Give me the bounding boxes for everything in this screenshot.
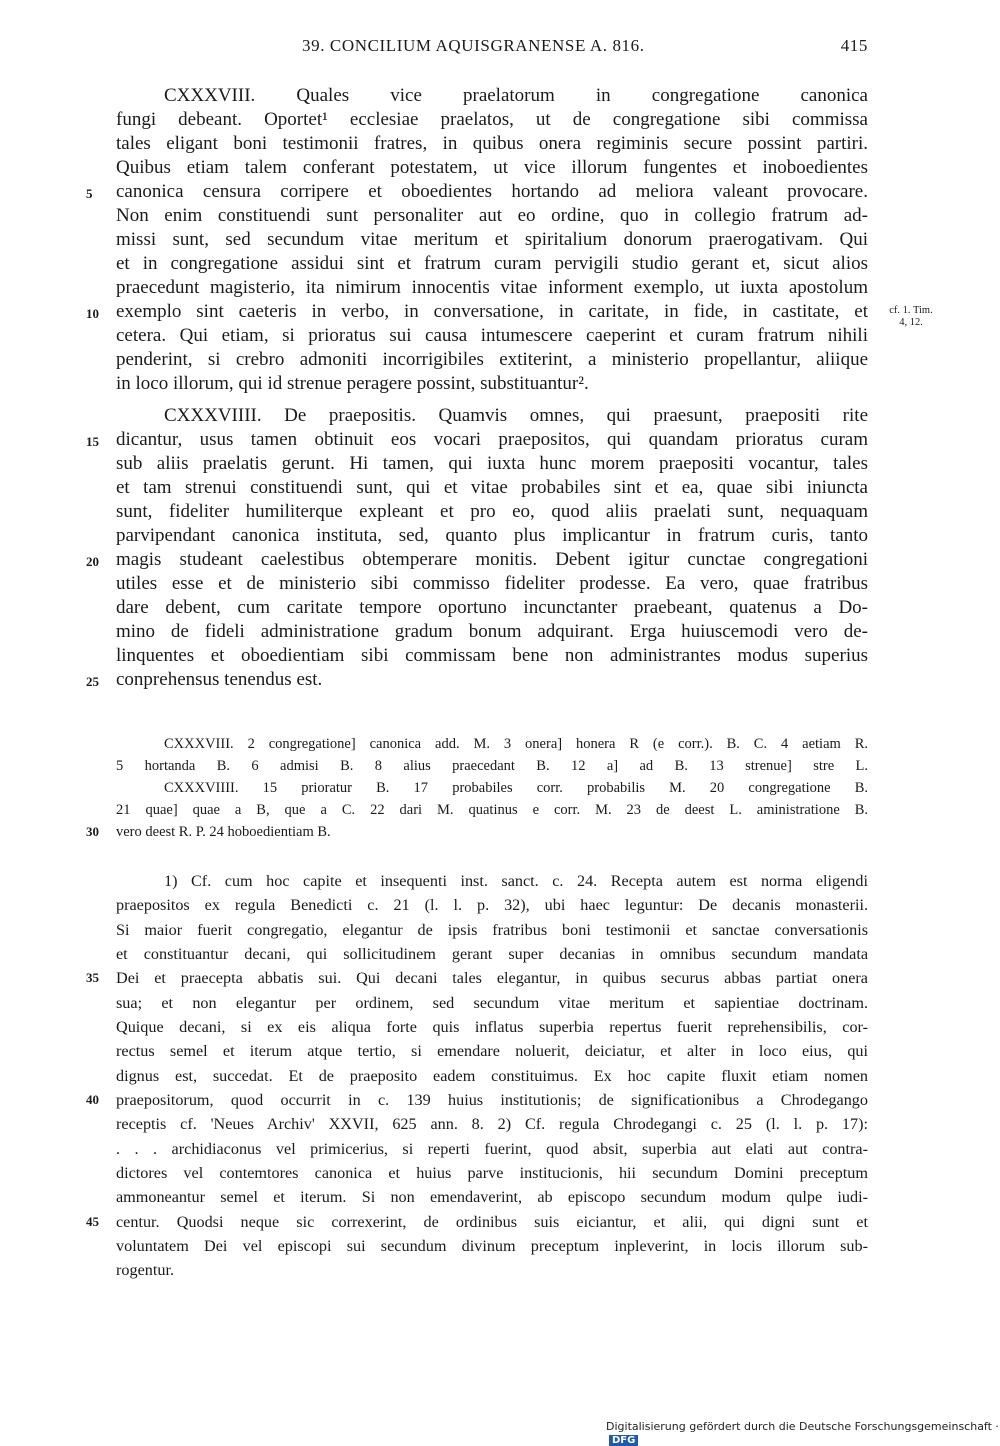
line-number: 40	[86, 1092, 99, 1107]
line-number: 15	[86, 434, 99, 449]
note-line: Dei et praecepta abbatis sui. Qui decani tales elegantur, in quibus securus abbas partiat onera	[116, 969, 868, 987]
body-line: cetera. Qui etiam, si prioratus sui causa intumescere caeperint et curam fratrum nihili	[116, 325, 868, 346]
line-number: 5	[86, 186, 93, 201]
note-line: rectus semel et iterum atque tertio, si emendare noluerit, deiciatur, et alter in loco eius, qui	[116, 1042, 868, 1060]
note-line: praepositorum, quod occurrit in c. 139 huius institutionis; de significationibus a Chrodegango	[116, 1091, 868, 1109]
body-line: penderint, si crebro admoniti incorrigibiles extiterint, a ministerio propellantur, aliique	[116, 349, 868, 370]
apparatus-line: CXXXVIIII. 15 prioratur B. 17 probabiles corr. probabilis M. 20 congregatione B.	[164, 780, 868, 796]
note-line: sua; et non elegantur per ordinem, sed secundum vitae meritum et sapientiae doctrinam.	[116, 994, 868, 1012]
marginal-reference-line: cf. 1. Tim.	[889, 305, 933, 316]
running-header	[116, 36, 868, 66]
note-line: receptis cf. 'Neues Archiv' XXVII, 625 ann. 8. 2) Cf. regula Chrodegangi c. 25 (l. l. p. 17):	[116, 1115, 868, 1133]
body-line: in loco illorum, qui id strenue peragere possint, substituantur².	[116, 373, 589, 394]
note-line: dignus est, succedat. Et de praeposito eadem constituimus. Ex hoc capite fluxit etiam nomen	[116, 1067, 868, 1085]
body-line: et tam strenui constituendi sunt, qui et vitae probabiles sint et ea, quae sibi iniuncta	[116, 477, 868, 498]
body-line: tales eligant boni testimonii fratres, in quibus onera regiminis secure possint partiri.	[116, 133, 868, 154]
body-line: Quibus etiam talem conferant potestatem, ut vice illorum fungentes et inoboedientes	[116, 157, 868, 178]
running-title: 39. CONCILIUM AQUISGRANENSE A. 816.	[302, 36, 645, 55]
note-line: rogentur.	[116, 1261, 174, 1279]
apparatus-line: vero deest R. P. 24 hoboedientiam B.	[116, 824, 331, 840]
note-line: dictores vel contemtores canonica et huius parve institucionis, hii secundum Domini preceptum	[116, 1164, 868, 1182]
body-line: praecedunt magisterio, ita nimirum innocentis vitae informent exemplo, ut iuxta apostolum	[116, 277, 868, 298]
note-line: voluntatem Dei vel episcopi sui secundum divinum preceptum inpleverint, in locis illorum sub-	[116, 1237, 868, 1255]
apparatus-line: 21 quae] quae a B, que a C. 22 dari M. quatinus e corr. M. 23 de deest L. aministratione B.	[116, 802, 868, 818]
note-line: 1) Cf. cum hoc capite et insequenti inst. sanct. c. 24. Recepta autem est norma eligendi	[164, 872, 868, 890]
apparatus-line: CXXXVIII. 2 congregatione] canonica add. M. 3 onera] honera R (e corr.). B. C. 4 aetiam R.	[164, 736, 868, 752]
body-line: canonica censura corripere et oboedientes hortando ad meliora valeant provocare.	[116, 181, 868, 202]
line-number: 25	[86, 674, 99, 689]
body-line: et in congregatione assidui sint et fratrum curam pervigili studio gerant et, sicut alios	[116, 253, 868, 274]
note-line: et constituantur decani, qui sollicitudinem gerant super decanias in omnibus secundum mandata	[116, 945, 868, 963]
body-line: CXXXVIII. Quales vice praelatorum in congregatione canonica	[164, 85, 868, 106]
note-line: ammoneantur semel et iterum. Si non emendaverint, ab episcopo secundum modum qulpe iudi-	[116, 1188, 868, 1206]
body-line: parvipendant canonica instituta, sed, quanto plus implicantur in fratrum curis, tanto	[116, 525, 868, 546]
digitization-footer	[606, 1420, 1000, 1446]
footer-text: Digitalisierung gefördert durch die Deutsche Forschungsgemeinschaft ·	[606, 1420, 999, 1433]
line-number: 10	[86, 306, 99, 321]
body-line: exemplo sint caeteris in verbo, in conversatione, in caritate, in fide, in castitate, et	[116, 301, 868, 322]
line-number: 35	[86, 970, 99, 985]
note-line: . . . archidiaconus vel primicerius, si reperti fuerint, quod absit, superbia aut elati aut contra-	[116, 1140, 868, 1158]
line-number: 45	[86, 1214, 99, 1229]
body-line: sub aliis praelatis gerunt. Hi tamen, qui iuxta hunc morem praepositi vocantur, tales	[116, 453, 868, 474]
marginal-reference-line: 4, 12.	[899, 317, 923, 328]
note-line: centur. Quodsi neque sic correxerint, de ordinibus suis eiciantur, et alii, qui digni sunt et	[116, 1213, 868, 1231]
dfg-logo: DFG	[609, 1435, 638, 1446]
body-line: mino de fideli administratione gradum bonum adquirant. Erga huiuscemodi vero de-	[116, 621, 868, 642]
body-line: utiles esse et de ministerio sibi commisso fideliter prodesse. Ea vero, quae fratribus	[116, 573, 868, 594]
body-line: dicantur, usus tamen obtinuit eos vocari praepositos, qui quandam prioratus curam	[116, 429, 868, 450]
body-line: dare debent, cum caritate tempore oportuno incunctanter praebeant, quatenus a Do-	[116, 597, 868, 618]
body-line: missi sunt, sed secundum vitae meritum et spiritalium donorum praerogativam. Qui	[116, 229, 868, 250]
note-line: Si maior fuerit congregatio, elegantur de ipsis fratribus boni testimonii et sanctae conversationis	[116, 921, 868, 939]
note-line: Quique decani, si ex eis aliqua forte quis inflatus superbia repertus fuerit reprehensibilis, cor-	[116, 1018, 868, 1036]
body-line: fungi debeant. Oportet¹ ecclesiae praelatos, ut de congregatione sibi commissa	[116, 109, 868, 130]
marginal-reference	[876, 305, 946, 329]
body-line: magis studeant caelestibus obtemperare monitis. Debent igitur cunctae congregationi	[116, 549, 868, 570]
body-line: linquentes et oboedientiam sibi commissam bene non administrantes modus superius	[116, 645, 868, 666]
apparatus-line: 5 hortanda B. 6 admisi B. 8 alius praecedant B. 12 a] ad B. 13 strenue] stre L.	[116, 758, 868, 774]
line-number: 20	[86, 554, 99, 569]
line-number: 30	[86, 824, 99, 839]
body-line: sunt, fideliter humiliterque expleant et pro eo, quod aliis praelati sunt, nequaquam	[116, 501, 868, 522]
page-number: 415	[840, 36, 868, 55]
body-line: CXXXVIIII. De praepositis. Quamvis omnes, qui praesunt, praepositi rite	[164, 405, 868, 426]
note-line: praepositos ex regula Benedicti c. 21 (l. l. p. 32), ubi haec leguntur: De decanis monasterii.	[116, 896, 868, 914]
body-line: Non enim constituendi sunt personaliter aut eo ordine, quo in collegio fratrum ad-	[116, 205, 868, 226]
body-line: conprehensus tenendus est.	[116, 669, 323, 690]
